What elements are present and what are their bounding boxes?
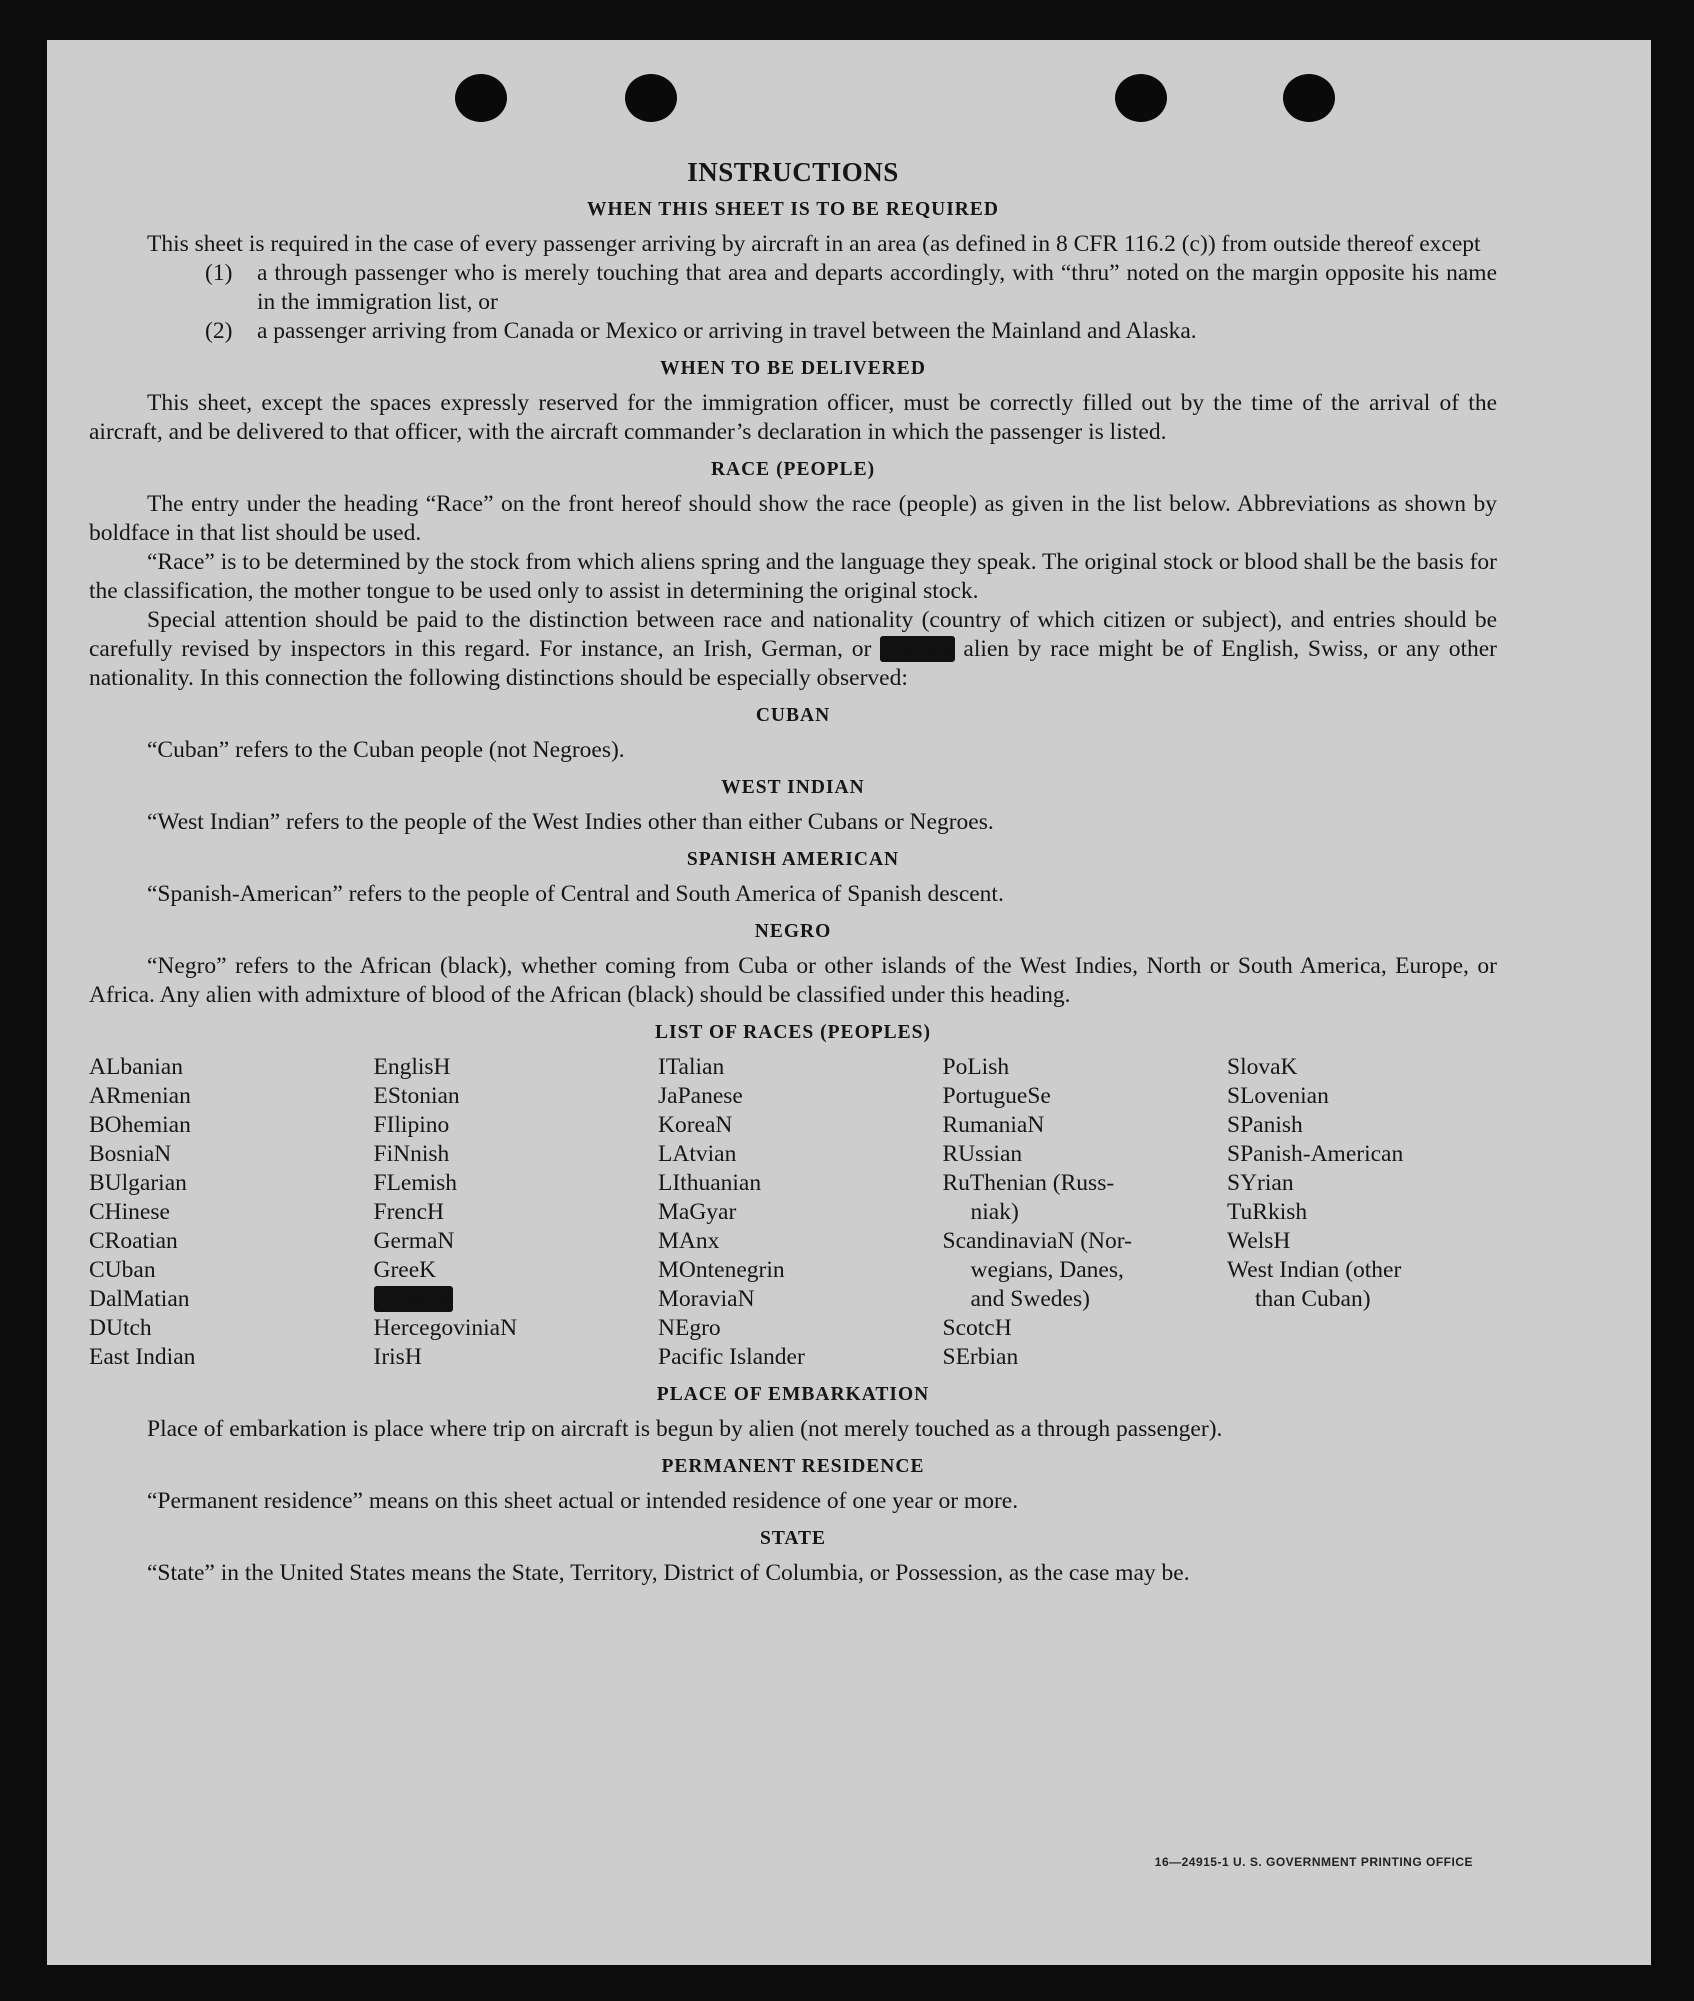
race-item: ScotcH [942,1315,1012,1341]
race-item: SPanish [1227,1112,1303,1138]
race-item-struck [374,1285,644,1314]
heading-list-of-races: LIST OF RACES (PEOPLES) [654,1022,931,1043]
heading-race: RACE (PEOPLE) [710,459,876,480]
heading-spanish-american: SPANISH AMERICAN [686,849,900,870]
race-item: RumaniaN [942,1112,1045,1138]
residence-text: “Permanent residence” means on this sheet actual or intended residence of one year or more. [147,1488,1019,1514]
race-item-continued: than Cuban) [1255,1286,1371,1312]
instructions-content [89,158,1497,1588]
race-item-continued: niak) [970,1199,1019,1225]
race-item: SErbian [942,1344,1019,1370]
heading-negro: NEGRO [754,921,832,942]
race-item: GermaN [373,1228,455,1254]
print-code: 16—24915-1 U. S. GOVERNMENT PRINTING OFFICE [1154,1855,1473,1869]
exception-item [89,259,1497,317]
race-item: GreeK [373,1257,437,1283]
race-item: EStonian [373,1083,460,1109]
race-paragraph-3 [89,606,1497,693]
race-column [89,1053,359,1372]
struck-word: Hebrew [880,636,955,662]
race-item-continued: wegians, Danes, [970,1257,1124,1283]
race-item: MOntenegrin [658,1257,785,1283]
race-column [1227,1053,1497,1372]
race-item: RUssian [942,1141,1023,1167]
race-column [374,1053,644,1372]
race-item: SLovenian [1227,1083,1329,1109]
heading-required: WHEN THIS SHEET IS TO BE REQUIRED [587,199,999,220]
race-item: CUban [89,1257,156,1283]
page-title: INSTRUCTIONS [687,157,899,187]
heading-delivered: WHEN TO BE DELIVERED [660,358,926,379]
state-text: “State” in the United States means the State, Territory, District of Columbia, or Possession, as the case may be. [147,1560,1190,1586]
race-item: FrencH [373,1199,444,1225]
race-item: DUtch [89,1315,152,1341]
race-item: BUlgarian [89,1170,187,1196]
race-item: FLemish [373,1170,458,1196]
race-item: West Indian (other [1227,1257,1402,1283]
race-item: IrisH [373,1344,422,1370]
race-item: JaPanese [658,1083,743,1109]
race-item: East Indian [89,1344,196,1370]
race-item-continued: and Swedes) [970,1286,1090,1312]
punch-hole [1115,74,1167,122]
document-sheet [47,40,1651,1965]
spanish-american-text: “Spanish-American” refers to the people of Central and South America of Spanish descent. [147,881,1004,907]
race-item: SlovaK [1227,1054,1298,1080]
cuban-text: “Cuban” refers to the Cuban people (not Negroes). [147,737,625,763]
race-item: KoreaN [658,1112,733,1138]
race-item: WelsH [1227,1228,1291,1254]
race-p3-before: Special attention should be paid to the distinction between race and nationality (country of which citizen or subject), and entries should be carefully revised by inspectors in this regard. For instance, an Irish, German, or [89,607,1497,662]
race-item: TuRkish [1227,1199,1308,1225]
race-item: SPanish-American [1227,1141,1404,1167]
negro-text: “Negro” refers to the African (black), whether coming from Cuba or other islands of the West Indies, North or South America, Europe, or Africa. Any alien with admixture of blood of the African (black) should be classified under this heading. [89,953,1497,1008]
race-item: EnglisH [373,1054,451,1080]
heading-residence: PERMANENT RESIDENCE [661,1456,925,1477]
race-item: ALbanian [89,1054,183,1080]
race-paragraph-1: The entry under the heading “Race” on the front hereof should show the race (people) as given in the list below. Abbreviations as shown by boldface in that list should be used. [89,491,1497,546]
race-column [943,1053,1213,1372]
race-item: PortugueSe [942,1083,1051,1109]
race-list [89,1053,1497,1372]
race-item: PoLish [942,1054,1010,1080]
race-item: LIthuanian [658,1170,762,1196]
delivered-text: This sheet, except the spaces expressly reserved for the immigration officer, must be correctly filled out by the time of the arrival of the aircraft, and be delivered to that officer, with the aircraft commander’s declaration in which the passenger is listed. [89,390,1497,445]
heading-west-indian: WEST INDIAN [721,777,865,798]
race-item: NEgro [658,1315,721,1341]
race-item: Pacific Islander [658,1344,805,1370]
race-item: RuThenian (Russ- [942,1170,1115,1196]
race-item: MaGyar [658,1199,737,1225]
west-indian-text: “West Indian” refers to the people of the West Indies other than either Cubans or Negroes. [147,809,994,835]
race-item: ITalian [658,1054,725,1080]
race-item: DalMatian [89,1286,190,1312]
heading-embarkation: PLACE OF EMBARKATION [656,1384,930,1405]
race-item: HercegoviniaN [373,1315,518,1341]
race-item: FIlipino [373,1112,450,1138]
heading-state: STATE [759,1528,827,1549]
item-number: (1) [205,260,233,286]
race-item: ARmenian [89,1083,191,1109]
race-item: MoraviaN [658,1286,755,1312]
item-text: a through passenger who is merely touching that area and departs accordingly, with “thru” noted on the margin opposite his name in the immigration list, or [257,260,1497,315]
punch-hole [625,74,677,122]
race-paragraph-2: “Race” is to be determined by the stock from which aliens spring and the language they speak. The original stock or blood shall be the basis for the classification, the mother tongue to be used only to assist in determining the original stock. [89,549,1497,604]
embarkation-text: Place of embarkation is place where trip on aircraft is begun by alien (not merely touched as a through passenger). [147,1416,1223,1442]
item-number: (2) [205,318,233,344]
race-item: BOhemian [89,1112,191,1138]
race-item: CRoatian [89,1228,178,1254]
race-column [658,1053,928,1372]
race-p3-after: alien by race might be of English, Swiss, or any other nationality. In this connection the following distinctions should be especially observed: [89,636,1498,691]
heading-cuban: CUBAN [755,705,831,726]
exception-item [89,317,1497,346]
struck-word: HebreW [373,1286,454,1312]
required-intro: This sheet is required in the case of every passenger arriving by aircraft in an area (as defined in 8 CFR 116.2 (c)) from outside thereof except [147,231,1481,257]
punch-hole [1283,74,1335,122]
race-item: LAtvian [658,1141,737,1167]
race-item: ScandinaviaN (Nor- [942,1228,1132,1254]
race-item: FiNnish [373,1141,450,1167]
race-item: MAnx [658,1228,720,1254]
race-item: BosniaN [89,1141,172,1167]
race-item: SYrian [1227,1170,1294,1196]
race-item: CHinese [89,1199,170,1225]
item-text: a passenger arriving from Canada or Mexico or arriving in travel between the Mainland and Alaska. [257,318,1197,344]
punch-hole [455,74,507,122]
